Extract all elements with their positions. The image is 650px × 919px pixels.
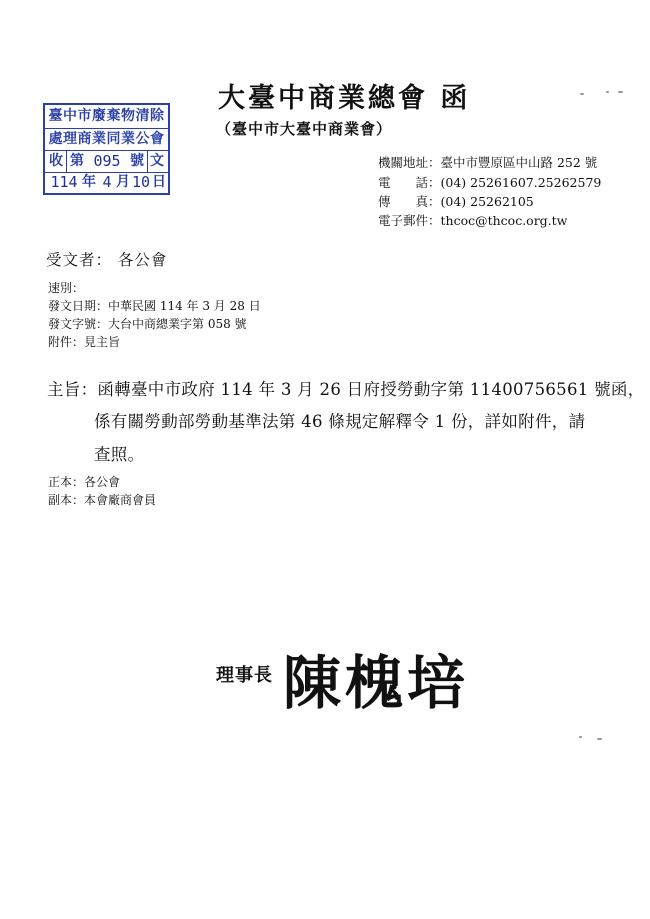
meta-date: 發文日期：中華民國 114 年 3 月 28 日 bbox=[48, 299, 261, 313]
stamp-doc-char: 文 bbox=[150, 153, 164, 169]
stamp-number-suffix: 號 bbox=[130, 153, 144, 169]
stamp-year-label: 年 bbox=[82, 174, 96, 190]
contact-address: 機關地址：臺中市豐原區中山路 252 號 bbox=[378, 155, 598, 170]
scan-speck bbox=[606, 91, 609, 93]
stamp-org-line1: 臺中市廢棄物清除 bbox=[45, 105, 168, 129]
stamp-receive-label: 收 bbox=[49, 153, 63, 169]
subject-line-1: 主旨：函轉臺中市政府 114 年 3 月 26 日府授勞動字第 11400756561 號函， bbox=[47, 380, 645, 399]
scan-speck bbox=[618, 91, 623, 93]
stamp-number-prefix: 第 bbox=[70, 153, 84, 169]
subject-line-3: 查照。 bbox=[94, 445, 145, 464]
recipient: 受文者： 各公會 bbox=[46, 251, 168, 269]
organization-title: 大臺中商業總會 函 bbox=[218, 83, 471, 114]
contact-phone: 電 話：(04) 25261607.25262579 bbox=[378, 175, 602, 190]
scan-speck bbox=[597, 738, 602, 740]
scan-speck bbox=[579, 736, 582, 738]
stamp-number-row bbox=[45, 150, 168, 173]
organization-subtitle: （臺中市大臺中商業會） bbox=[216, 120, 393, 138]
stamp-number: 095 bbox=[93, 152, 121, 170]
contact-email: 電子郵件：thcoc@thcoc.org.tw bbox=[378, 213, 568, 228]
stamp-year: 114 bbox=[50, 173, 78, 191]
stamp-month-label: 月 bbox=[116, 174, 130, 190]
contact-fax: 傳 真：(04) 25262105 bbox=[378, 194, 534, 209]
meta-number: 發文字號：大台中商總業字第 058 號 bbox=[48, 317, 247, 331]
meta-speed: 速別： bbox=[48, 281, 85, 295]
stamp-day-label: 日 bbox=[152, 174, 166, 190]
stamp-date-row bbox=[45, 172, 168, 193]
stamp-month: 4 bbox=[102, 173, 112, 191]
copy-duplicate: 副本：本會廠商會員 bbox=[48, 493, 157, 507]
meta-attachment: 附件：見主旨 bbox=[48, 335, 121, 349]
receipt-stamp bbox=[43, 103, 170, 195]
signer-title: 理事長 bbox=[216, 665, 273, 686]
subject-line-2: 係有關勞動部勞動基準法第 46 條規定解釋令 1 份，詳如附件，請 bbox=[94, 412, 586, 431]
signer-name: 陳槐培 bbox=[283, 649, 470, 717]
stamp-day: 10 bbox=[131, 173, 151, 191]
stamp-org-line2: 處理商業同業公會 bbox=[45, 128, 168, 151]
copy-original: 正本：各公會 bbox=[48, 475, 121, 489]
scan-speck bbox=[580, 93, 584, 95]
